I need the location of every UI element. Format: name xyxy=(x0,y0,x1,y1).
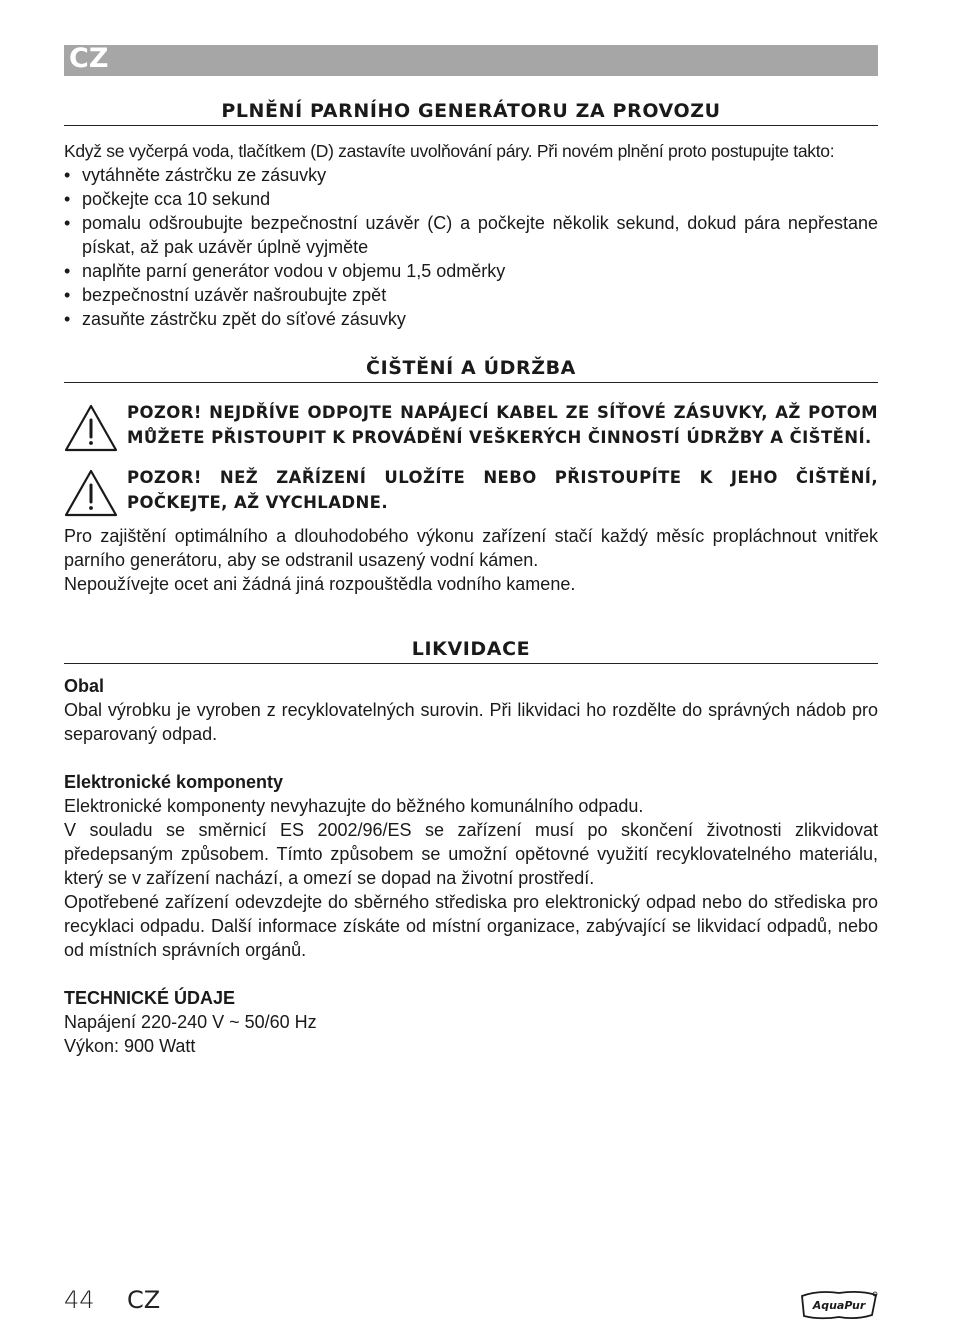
section-title-disposal: LIKVIDACE xyxy=(64,638,878,664)
section-title-filling: PLNĚNÍ PARNÍHO GENERÁTORU ZA PROVOZU xyxy=(64,100,878,126)
electronics-paragraph-1: Elektronické komponenty nevyhazujte do běžného komunálního odpadu. xyxy=(64,796,644,816)
technical-data-heading: TECHNICKÉ ÚDAJE xyxy=(64,988,236,1008)
page-number: 44 xyxy=(64,1286,95,1314)
warning-text-2: POZOR! NEŽ ZAŘÍZENÍ ULOŽÍTE NEBO PŘISTOUPÍTE K JEHO ČIŠTĚNÍ, POČKEJTE, AŽ VYCHLADNE. xyxy=(127,468,878,512)
power-supply-value: Napájení 220-240 V ~ 50/60 Hz xyxy=(64,1012,317,1032)
packaging-text: Obal výrobku je vyroben z recyklovatelných surovin. Při likvidaci ho rozdělte do správných nádob pro separovaný odpad. xyxy=(64,700,878,744)
electronics-paragraph-3: Opotřebené zařízení odevzdejte do sběrného střediska pro elektronický odpad nebo do střediska pro recyklaci odpadu. Další informace získáte od místní organizace, zabývající se likvidací odpadů, nebo od místních správních orgánů. xyxy=(64,892,878,960)
list-item: • bezpečnostní uzávěr našroubujte zpět xyxy=(64,283,878,307)
electronics-heading: Elektronické komponenty xyxy=(64,772,284,792)
warning-block-2 xyxy=(64,466,878,518)
language-header-bar xyxy=(64,45,878,76)
warning-text-1: POZOR! NEJDŘÍVE ODPOJTE NAPÁJECÍ KABEL ZE SÍŤOVÉ ZÁSUVKY, AŽ POTOM MŮŽETE PŘISTOUPIT K PROVÁDĚNÍ VEŠKERÝCH ČINNOSTÍ ÚDRŽBY A ČIŠTĚNÍ. xyxy=(127,403,878,447)
page-content xyxy=(64,100,878,1058)
footer-language: CZ xyxy=(127,1286,161,1314)
filling-intro: Když se vyčerpá voda, tlačítkem (D) zastavíte uvolňování páry. Při novém plnění proto postupujte takto: xyxy=(64,141,835,161)
list-item: • vytáhněte zástrčku ze zásuvky xyxy=(64,163,878,187)
section-title-cleaning: ČIŠTĚNÍ A ÚDRŽBA xyxy=(64,357,878,383)
warning-triangle-icon xyxy=(64,403,118,453)
list-item: • počkejte cca 10 sekund xyxy=(64,187,878,211)
list-item: • pomalu odšroubujte bezpečnostní uzávěr (C) a počkejte několik sekund, dokud pára nepřestane pískat, až pak uzávěr úplně vyjměte xyxy=(64,211,878,259)
power-value: Výkon: 900 Watt xyxy=(64,1036,196,1056)
cleaning-paragraph-1: Pro zajištění optimálního a dlouhodobého výkonu zařízení stačí každý měsíc propláchnout vnitřek parního generátoru, aby se odstranil usazený vodní kámen. xyxy=(64,526,878,570)
language-code: CZ xyxy=(69,43,109,74)
cleaning-paragraph-2: Nepoužívejte ocet ani žádná jiná rozpouštědla vodního kamene. xyxy=(64,574,576,594)
aquapur-logo xyxy=(798,1288,880,1322)
warning-block-1 xyxy=(64,401,878,453)
filling-steps-list xyxy=(64,163,878,331)
list-item: • naplňte parní generátor vodou v objemu 1,5 odměrky xyxy=(64,259,878,283)
electronics-paragraph-2: V souladu se směrnicí ES 2002/96/ES se zařízení musí po skončení životnosti zlikvidovat předepsaným způsobem. Tímto způsobem se umožní opětovné využití recyklovatelného materiálu, který se v zařízení nachází, a omezí se dopad na životní prostředí. xyxy=(64,820,878,888)
list-item: • zasuňte zástrčku zpět do síťové zásuvky xyxy=(64,307,878,331)
logo-text: AquaPur xyxy=(812,1299,866,1312)
packaging-heading: Obal xyxy=(64,676,105,696)
warning-triangle-icon xyxy=(64,468,118,518)
